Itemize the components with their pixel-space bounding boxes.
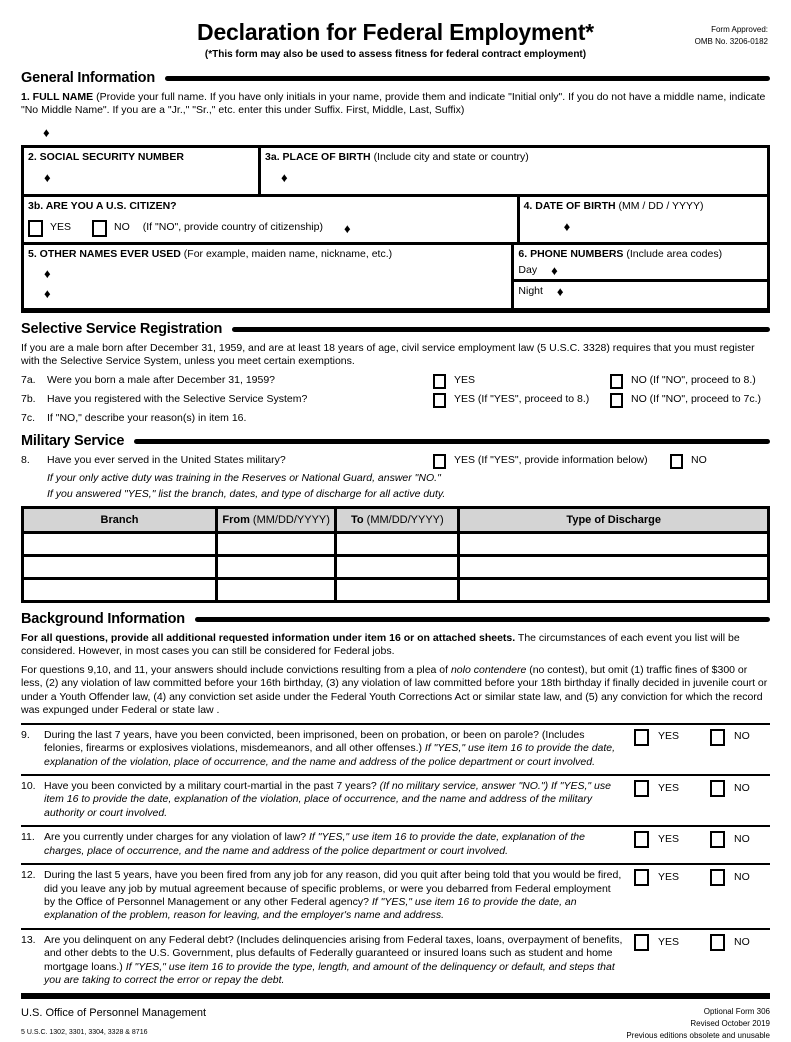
military-service-table [21,506,770,603]
phone-night-answer[interactable] [514,279,767,299]
field-ssn [24,148,258,194]
citizen-yes-label: YES [50,221,72,234]
background-p2-italic: nolo contendere [450,663,527,676]
section-rule [165,76,770,81]
checkbox-9-no[interactable] [710,729,725,746]
question-11-normal: Are you currently under charges for any violation of law? [44,831,309,844]
form-header [21,18,770,62]
question-13 [21,928,770,993]
full-name-title: 1. FULL NAME [21,90,94,103]
checkbox-8-no[interactable] [670,454,683,469]
question-9 [21,723,770,774]
general-info-grid [21,145,770,313]
dob-answer-area[interactable] [524,214,761,235]
citizen-options [28,220,511,237]
ssn-answer-area[interactable] [28,165,252,186]
label-13-yes: YES [658,935,680,948]
question-7a-text: Were you born a male after December 31, 1959? [47,373,276,386]
checkbox-13-no[interactable] [710,934,725,951]
citizen-no-label: NO [114,221,130,234]
section-header-military [21,432,770,451]
question-7c [21,412,770,425]
table-cell-to[interactable] [336,556,459,579]
section-title-general: General Information [21,70,155,87]
citizenship-answer-area[interactable]: ♦ [343,220,351,236]
checkbox-11-yes[interactable] [634,831,649,848]
question-9-text [44,729,634,769]
legal-citation: 5 U.S.C. 1302, 3301, 3304, 3328 & 8716 [21,1028,148,1036]
checkbox-7b-yes[interactable] [433,393,446,408]
dob-label: 4. DATE OF BIRTH [523,200,616,213]
table-row [23,533,769,556]
table-cell-from[interactable] [216,556,335,579]
background-p1-rest: The circumstances of each event you list will be considered. However, in most cases you can still be considered for Federal jobs. [21,632,740,658]
question-11-number: 11. [21,831,35,844]
label-8-no: NO [691,453,707,466]
place-of-birth-answer-area[interactable] [265,165,761,186]
table-cell-from[interactable] [216,533,335,556]
question-11-italic: If "YES," use item 16 to provide the date, explanation of the charges, place of occurrence, and the name and address of the police department or court involved. [44,831,585,857]
col-header-to [336,508,459,533]
question-8 [21,454,770,469]
to-bold: To [351,514,364,527]
table-cell-branch[interactable] [23,556,217,579]
checkbox-12-yes[interactable] [634,869,649,886]
background-p1-bold: For all questions, provide all additional requested information under item 16 or on attached sheets. [21,632,516,644]
question-10 [21,774,770,825]
question-7c-number: 7c. [21,411,36,424]
other-names-answer-1[interactable] [28,262,505,282]
form-approved-label: Form Approved: [711,25,768,34]
section-title-background: Background Information [21,611,185,628]
table-cell-discharge[interactable] [459,579,769,602]
table-cell-from[interactable] [216,579,335,602]
background-paragraph-2 [21,664,770,718]
section-header-selective [21,320,770,339]
answer-marker-icon: ♦ [281,169,288,185]
question-7c-text: If "NO," describe your reason(s) in item 16. [47,411,247,424]
checkbox-8-yes[interactable] [433,454,446,469]
question-11 [21,825,770,863]
question-13-text [44,934,634,988]
question-7a [21,374,770,389]
section-rule [195,617,770,622]
other-names-answer-2[interactable] [28,282,505,302]
answer-marker-icon: ♦ [556,284,564,300]
table-header-row [23,508,769,533]
question-7b-number: 7b. [21,392,36,405]
omb-approval [695,24,768,47]
section-rule [134,439,770,444]
label-9-no: NO [734,730,750,743]
section-title-military: Military Service [21,432,125,449]
col-header-discharge: Type of Discharge [459,508,769,533]
phone-label-line [514,245,767,261]
field-phone [511,245,767,308]
table-cell-discharge[interactable] [459,556,769,579]
col-header-branch: Branch [23,508,217,533]
grid-row-ssn-birthplace [24,148,767,194]
checkbox-7b-no[interactable] [610,393,623,408]
checkbox-9-yes[interactable] [634,729,649,746]
from-bold: From [222,514,250,527]
question-10-number: 10. [21,779,36,792]
question-12 [21,863,770,928]
phone-night-label: Night [518,284,543,297]
question-11-text [44,831,634,858]
military-note-1: If your only active duty was training in the Reserves or National Guard, answer "NO." [47,471,441,484]
answer-marker-icon: ♦ [44,265,51,281]
footer-left [21,1006,206,1042]
question-8-number: 8. [21,453,30,466]
col-header-from [216,508,335,533]
question-13-italic: If "YES," use item 16 to provide the type, length, and amount of the delinquency or default, and steps that you are taking to correct the error or repay the debt. [44,960,615,987]
question-8-text: Have you ever served in the United States military? [47,453,286,466]
label-13-no: NO [734,935,750,948]
to-note: (MM/DD/YYYY) [363,514,444,527]
answer-marker-icon: ♦ [43,124,50,140]
field-place-of-birth [258,148,767,194]
answer-marker-icon: ♦ [551,262,558,278]
phone-note: (Include area codes) [626,248,723,261]
full-name-label [21,91,770,118]
table-row [23,556,769,579]
full-name-answer-area[interactable] [21,118,770,145]
table-row [23,579,769,602]
question-7b-text: Have you registered with the Selective Service System? [47,392,308,405]
citizen-label: 3b. ARE YOU A U.S. CITIZEN? [28,200,177,213]
other-names-note: (For example, maiden name, nickname, etc.) [183,248,393,261]
ssn-label: 2. SOCIAL SECURITY NUMBER [28,151,184,164]
checkbox-10-yes[interactable] [634,780,649,797]
label-7a-yes: YES [454,373,476,386]
label-7a-no: NO (If "NO", proceed to 8.) [631,373,756,386]
question-9-normal: During the last 7 years, have you been convicted, been imprisoned, been on probation, or been on parole? (Includes felonies, firearms or explosives violations, misdemeanors, and all other offenses.) [44,728,585,755]
label-12-no: NO [734,870,750,883]
field-other-names [24,245,511,308]
section-rule [232,327,770,332]
table-cell-to[interactable] [336,579,459,602]
table-cell-branch[interactable] [23,533,217,556]
question-7a-number: 7a. [21,373,36,386]
form-footer [21,999,770,1042]
footer-right [626,1006,770,1042]
field-full-name [21,91,770,145]
section-header-general [21,69,770,88]
editions-note: Previous editions obsolete and unusable [626,1030,770,1040]
phone-day-label: Day [518,263,538,276]
background-questions [21,723,770,993]
table-cell-branch[interactable] [23,579,217,602]
phone-label: 6. PHONE NUMBERS [518,248,624,261]
checkbox-12-no[interactable] [710,869,725,886]
label-11-yes: YES [658,833,680,846]
other-names-label: 5. OTHER NAMES EVER USED [28,248,181,261]
background-p2-a: For questions 9,10, and 11, your answers should include convictions resulting from a plea of [21,663,451,676]
full-name-instructions: (Provide your full name. If you have only initials in your name, provide them and indicate "Initial only". If you do not have a middle name, indicate "No Middle Name". If you are a "Jr.," "Sr.," etc. enter this under Suffix. First, Middle, Last, Suffix) [21,90,766,117]
page-title: Declaration for Federal Employment* [197,19,594,45]
revision-date: Revised October 2019 [690,1018,770,1028]
checkbox-11-no[interactable] [710,831,725,848]
table-cell-discharge[interactable] [459,533,769,556]
label-11-no: NO [734,833,750,846]
checkbox-13-yes[interactable] [634,934,649,951]
background-p2-b: (no contest), but omit (1) traffic fines of $300 or less, (2) any violation of law committed before your 16th birthday, (3) any violation of law committed before your 18th birthday if finally decided in juvenile court or under a Youth Offender law, (4) any conviction set aside under the Federal Youth Corrections Act or similar state law, and (5) any conviction for which the record was expunged under Federal or state law . [21,663,768,717]
field-dob [517,197,767,242]
checkbox-7a-yes[interactable] [433,374,446,389]
label-7b-yes: YES (If "YES", proceed to 8.) [454,392,590,405]
dob-note: (MM / DD / YYYY) [618,200,704,213]
question-9-italic: If "YES," use item 16 to provide the date, explanation of the violation, place of occurrence, and the name and address of the police department or court involved. [44,742,616,768]
checkbox-citizen-yes[interactable] [28,220,43,237]
background-paragraph-1 [21,632,770,659]
agency-name: U.S. Office of Personnel Management [21,1006,207,1019]
form-subtitle: (*This form may also be used to assess fitness for federal contract employment) [204,49,587,61]
section-header-background [21,610,770,629]
label-10-no: NO [734,781,750,794]
section-title-selective: Selective Service Registration [21,321,223,338]
grid-row-citizen-dob [24,194,767,242]
question-13-normal: Are you delinquent on any Federal debt? (Includes delinquencies arising from Federal taxes, loans, overpayment of benefits, and other debts to the U.S. Government, plus defaults of Federally guaranteed or insured loans such as student and home mortgage loans.) [44,933,623,973]
question-12-number: 12. [21,869,36,882]
question-12-normal: During the last 5 years, have you been fired from any job for any reason, did you quit after being told that you would be fired, did you leave any job by mutual agreement because of specific problems, or were you debarred from Federal employment by the Office of Personnel Management or any other Federal agency? [44,869,622,908]
label-7b-no: NO (If "NO", proceed to 7c.) [631,392,761,405]
phone-day-answer[interactable] [514,262,767,278]
military-note-2: If you answered "YES," list the branch, dates, and type of discharge for all active duty. [47,487,446,500]
grid-row-names-phone [24,242,767,308]
checkbox-7a-no[interactable] [610,374,623,389]
citizen-note: (If "NO", provide country of citizenship) [142,221,323,234]
label-10-yes: YES [658,781,680,794]
question-10-text [44,780,634,820]
form-number: Optional Form 306 [703,1006,770,1016]
checkbox-10-no[interactable] [710,780,725,797]
selective-intro: If you are a male born after December 31, 1959, and are at least 18 years of age, civil service employment law (5 U.S.C. 3328) requires that you must register with the Selective Service System, unless you meet certain exemptions. [21,341,755,368]
label-12-yes: YES [658,870,680,883]
answer-marker-icon: ♦ [563,218,571,234]
answer-marker-icon: ♦ [44,169,51,185]
from-note: (MM/DD/YYYY) [249,514,330,527]
place-of-birth-label: 3a. PLACE OF BIRTH [265,151,371,164]
label-8-yes: YES (If "YES", provide information below) [454,453,648,466]
omb-number: OMB No. 3206-0182 [694,36,768,46]
question-7b [21,393,770,408]
place-of-birth-note: (Include city and state or country) [373,151,529,164]
question-12-italic: If "YES," use item 16 to provide the date, an explanation of the problem, reason for leaving, and the employer's name and address. [44,896,577,922]
table-cell-to[interactable] [336,533,459,556]
question-10-normal: Have you been convicted by a military court-martial in the past 7 years? [44,779,380,792]
checkbox-citizen-no[interactable] [92,220,107,237]
question-10-italic: (If no military service, answer "NO.") If "YES," use item 16 to provide the date, explanation of the violation, place of occurrence, and the name and address of the military authority or court involved. [44,779,611,819]
question-12-text [44,869,634,923]
label-9-yes: YES [658,730,680,743]
field-citizen [24,197,517,242]
question-9-number: 9. [21,728,30,741]
answer-marker-icon: ♦ [44,285,51,301]
question-13-number: 13. [21,933,36,946]
